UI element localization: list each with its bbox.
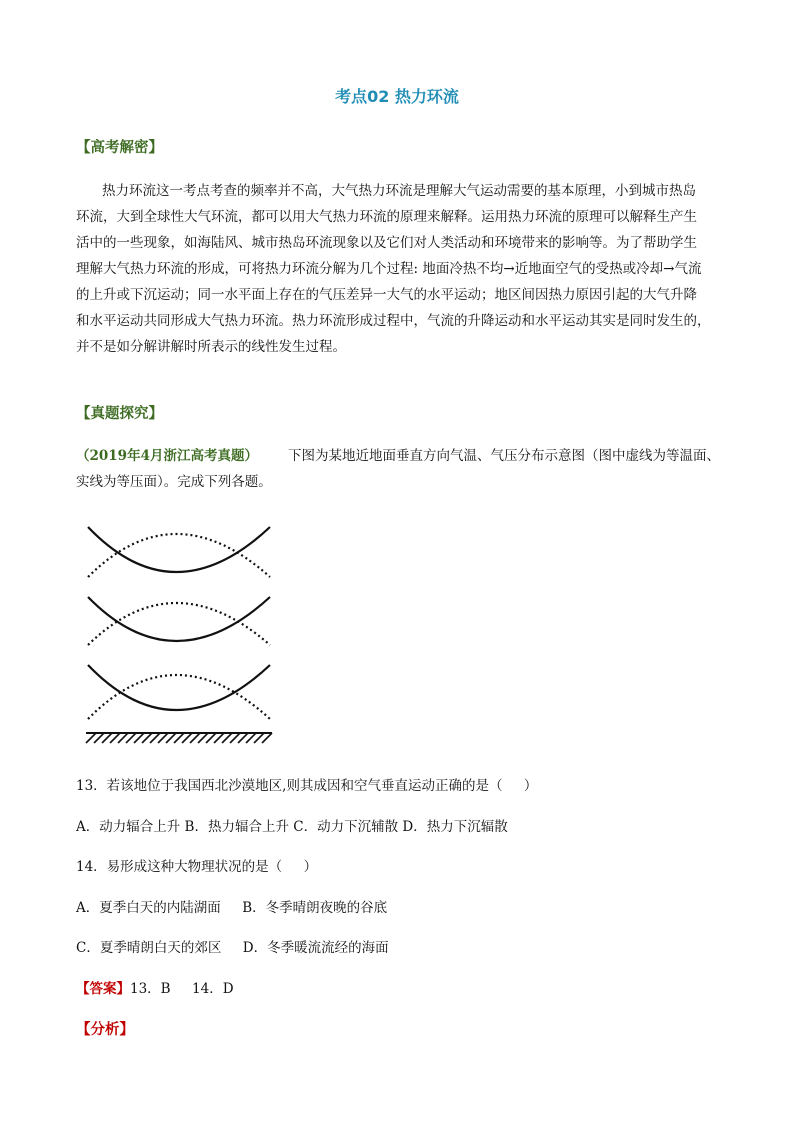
page-title: 考点02 热力环流	[335, 87, 459, 106]
section-heading-analysis: 【分析】	[76, 1021, 134, 1038]
answer-line	[76, 977, 234, 997]
isobar-isotherm-diagram	[80, 515, 280, 750]
intro-line: 活中的一些现象，如海陆风、城市热岛环流现象以及它们对人类活动和环境带来的影响等。为了帮助学生	[76, 235, 697, 251]
isotherm-line	[88, 534, 270, 577]
isobar-line	[88, 597, 270, 641]
question-14-options-row-1: A．夏季白天的内陆湖面 B．冬季晴朗夜晚的谷底	[76, 900, 388, 916]
intro-paragraph	[76, 178, 740, 360]
isotherm-line	[88, 603, 270, 645]
exam-source: （2019年4月浙江高考真题）	[76, 448, 258, 464]
ground-hatching	[86, 733, 272, 743]
section-heading-decode: 【高考解密】	[76, 139, 163, 156]
question-intro-text-2: 实线为等压面）。完成下列各题。	[76, 474, 272, 490]
question-intro-text: 下图为某地近地面垂直方向气温、气压分布示意图（图中虚线为等温面、	[257, 448, 721, 464]
answer-text: 13．B 14．D	[130, 981, 234, 997]
isobar-line	[88, 665, 270, 710]
intro-line: 环流，大到全球性大气环流，都可以用大气热力环流的原理来解释。运用热力环流的原理可以解释生产生	[76, 209, 697, 225]
isotherm-line	[88, 675, 270, 719]
question-13-stem: 13．若该地位于我国西北沙漠地区,则其成因和空气垂直运动正确的是（ ）	[76, 778, 538, 794]
isobar-line	[88, 527, 270, 572]
intro-line: 和水平运动共同形成大气热力环流。热力环流形成过程中，气流的升降运动和水平运动其实是同时发生的，	[76, 313, 711, 329]
intro-line: 并不是如分解讲解时所表示的线性发生过程。	[76, 339, 346, 355]
intro-line: 热力环流这一考点考查的频率并不高，大气热力环流是理解大气运动需要的基本原理，小到城市热岛	[102, 183, 696, 199]
question-13-options: A．动力辐合上升 B．热力辐合上升 C．动力下沉辅散 D．热力下沉辐散	[76, 819, 508, 835]
answer-label: 【答案】	[76, 981, 130, 997]
question-intro	[76, 444, 720, 464]
intro-line: 的上升或下沉运动；同一水平面上存在的气压差异一大气的水平运动；地区间因热力原因引起的大气升降	[76, 287, 697, 303]
question-14-options-row-2: C．夏季晴朗白天的郊区 D．冬季暖流流经的海面	[76, 940, 389, 956]
intro-line: 理解大气热力环流的形成，可将热力环流分解为几个过程: 地面冷热不均→近地面空气的受热或冷却→气流	[76, 261, 702, 277]
section-heading-explore: 【真题探究】	[76, 405, 163, 422]
question-14-stem: 14．易形成这种大物理状况的是（ ）	[76, 859, 318, 875]
